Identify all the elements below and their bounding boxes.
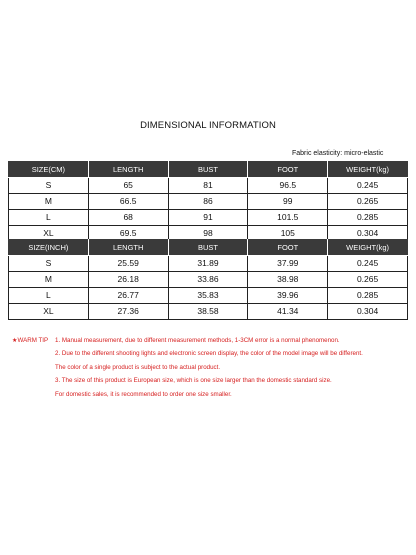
cell-foot: 96.5 <box>248 178 328 194</box>
cell-bust: 31.89 <box>168 256 248 272</box>
header-foot: FOOT <box>248 162 328 178</box>
cell-bust: 38.58 <box>168 304 248 320</box>
cell-length: 66.5 <box>88 194 168 210</box>
cell-bust: 86 <box>168 194 248 210</box>
cell-length: 68 <box>88 210 168 226</box>
cell-size: XL <box>9 226 89 242</box>
cell-weight: 0.245 <box>328 178 408 194</box>
cell-length: 65 <box>88 178 168 194</box>
warm-tip-lines <box>55 334 363 401</box>
warm-tip-label: ★WARM TIP <box>12 337 49 344</box>
cell-size: M <box>9 194 89 210</box>
header-bust: BUST <box>168 162 248 178</box>
tip-line: 1. Manual measurement, due to different measurement methods, 1-3CM error is a normal phenomenon. <box>55 337 340 344</box>
cell-weight: 0.285 <box>328 288 408 304</box>
header-bust: BUST <box>168 240 248 256</box>
cell-length: 26.77 <box>88 288 168 304</box>
table-row <box>9 178 408 194</box>
table-row <box>9 210 408 226</box>
table-row <box>9 304 408 320</box>
tip-line: 3. The size of this product is European size, which is one size larger than the domestic standard size. <box>55 377 332 385</box>
header-weight: WEIGHT(kg) <box>328 162 408 178</box>
tip-line: The color of a single product is subject to the actual product. <box>55 363 221 371</box>
table-row <box>9 256 408 272</box>
cell-length: 25.59 <box>88 256 168 272</box>
cell-size: S <box>9 178 89 194</box>
table-row <box>9 272 408 288</box>
table-row <box>9 194 408 210</box>
header-weight: WEIGHT(kg) <box>328 240 408 256</box>
cell-foot: 39.96 <box>248 288 328 304</box>
cell-foot: 99 <box>248 194 328 210</box>
size-table-cm <box>8 161 408 242</box>
cell-size: L <box>9 288 89 304</box>
header-length: LENGTH <box>88 162 168 178</box>
cell-size: XL <box>9 304 89 320</box>
cell-weight: 0.304 <box>328 304 408 320</box>
cell-size: S <box>9 256 89 272</box>
cell-bust: 33.86 <box>168 272 248 288</box>
tip-line: For domestic sales, it is recommended to order one size smaller. <box>55 390 232 398</box>
cell-bust: 98 <box>168 226 248 242</box>
header-length: LENGTH <box>88 240 168 256</box>
table-row <box>9 288 408 304</box>
cell-weight: 0.265 <box>328 194 408 210</box>
cell-size: L <box>9 210 89 226</box>
header-size-inch: SIZE(INCH) <box>9 240 89 256</box>
header-size-cm: SIZE(CM) <box>9 162 89 178</box>
fabric-elasticity-note: Fabric elasticity: micro-elastic <box>292 150 384 157</box>
size-table-inch <box>8 239 408 320</box>
cell-bust: 35.83 <box>168 288 248 304</box>
cell-weight: 0.265 <box>328 272 408 288</box>
cell-length: 26.18 <box>88 272 168 288</box>
cell-weight: 0.285 <box>328 210 408 226</box>
cell-foot: 101.5 <box>248 210 328 226</box>
cell-foot: 38.98 <box>248 272 328 288</box>
cell-foot: 41.34 <box>248 304 328 320</box>
header-foot: FOOT <box>248 240 328 256</box>
cell-weight: 0.304 <box>328 226 408 242</box>
cell-length: 27.36 <box>88 304 168 320</box>
table-header-row <box>9 240 408 256</box>
cell-foot: 105 <box>248 226 328 242</box>
cell-foot: 37.99 <box>248 256 328 272</box>
cell-bust: 81 <box>168 178 248 194</box>
page-title: DIMENSIONAL INFORMATION <box>140 120 276 131</box>
cell-length: 69.5 <box>88 226 168 242</box>
table-header-row <box>9 162 408 178</box>
cell-size: M <box>9 272 89 288</box>
tip-line: 2. Due to the different shooting lights and electronic screen display, the color of the model image will be different. <box>55 350 363 358</box>
cell-bust: 91 <box>168 210 248 226</box>
cell-weight: 0.245 <box>328 256 408 272</box>
